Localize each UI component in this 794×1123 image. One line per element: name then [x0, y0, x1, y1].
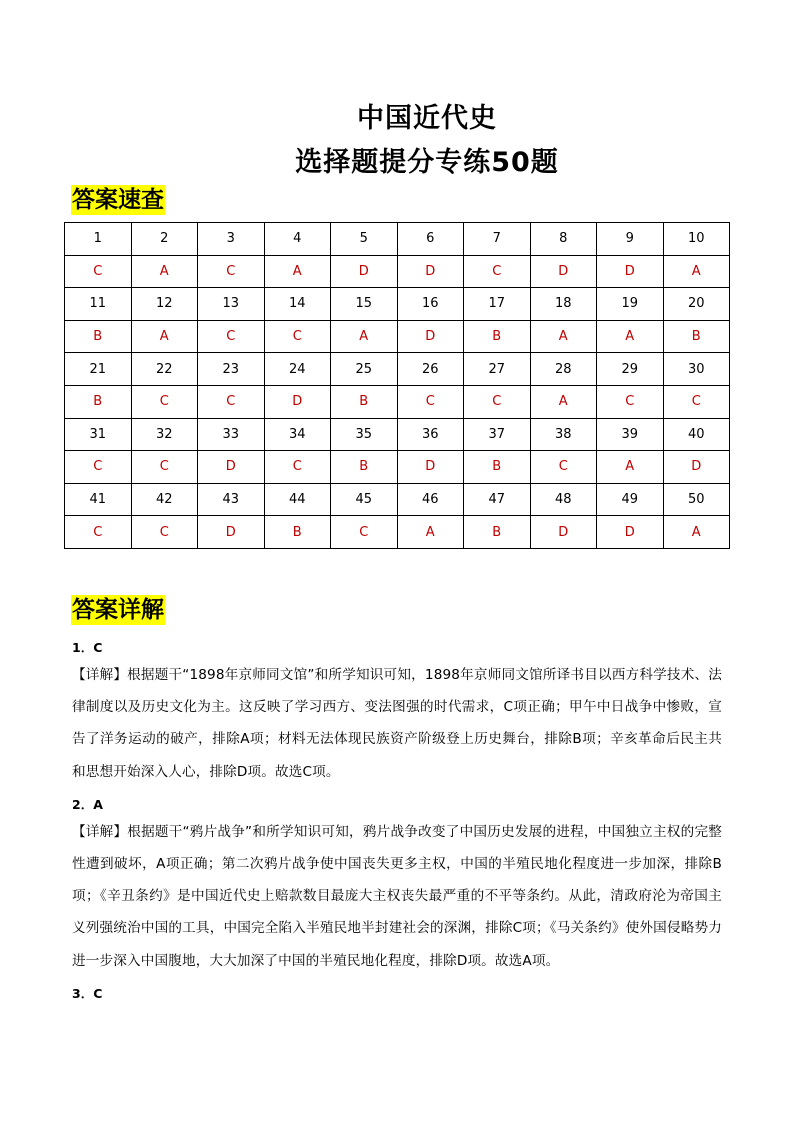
answer-cell: B: [464, 451, 531, 484]
answer-cell: C: [198, 385, 265, 418]
answer-cell: C: [131, 385, 198, 418]
question-number-cell: 46: [397, 483, 464, 516]
question-number-cell: 19: [597, 288, 664, 321]
answer-cell: C: [464, 255, 531, 288]
table-row-answers: [65, 320, 730, 353]
answer-cell: D: [264, 385, 331, 418]
answer-cell: C: [663, 385, 730, 418]
question-number: 2．A: [72, 796, 103, 812]
question-number-cell: 30: [663, 353, 730, 386]
answer-cell: D: [397, 320, 464, 353]
question-number-cell: 50: [663, 483, 730, 516]
question-number-cell: 24: [264, 353, 331, 386]
answer-cell: D: [198, 451, 265, 484]
question-number-cell: 23: [198, 353, 265, 386]
answer-cell: D: [198, 516, 265, 549]
question-number-cell: 39: [597, 418, 664, 451]
section-heading-answer-quick-check: 答案速查: [72, 187, 164, 213]
answer-cell: B: [663, 320, 730, 353]
question-number-cell: 9: [597, 223, 664, 256]
page-subtitle: 选择题提分专练50题: [295, 147, 559, 178]
question-number: 1．C: [72, 640, 103, 655]
question-number-cell: 4: [264, 223, 331, 256]
answer-cell: C: [65, 255, 132, 288]
answer-cell: C: [264, 451, 331, 484]
answer-cell: C: [530, 451, 597, 484]
table-row-answers: [65, 516, 730, 549]
table-row-question-numbers: [65, 223, 730, 256]
question-number-cell: 44: [264, 483, 331, 516]
table-row-answers: [65, 255, 730, 288]
answer-cell: C: [131, 516, 198, 549]
answer-cell: D: [530, 255, 597, 288]
answer-cell: C: [264, 320, 331, 353]
explanation-paragraph: 【详解】根据题干“1898年京师同文馆”和所学知识可知，1898年京师同文馆所译书目以西方科学技术、法律制度以及历史文化为主。这反映了学习西方、变法图强的时代需求，C项正确；甲午中日战争中惨败，宣告了洋务运动的破产，排除A项；材料无法体现民族资产阶级登上历史舞台，排除B项；辛亥革命后民主共和思想开始深入人心，排除D项。故选C项。: [72, 667, 722, 780]
question-number-cell: 49: [597, 483, 664, 516]
answer-cell: A: [264, 255, 331, 288]
answer-cell: A: [597, 451, 664, 484]
question-number-cell: 27: [464, 353, 531, 386]
question-number-cell: 15: [331, 288, 398, 321]
page-title: 中国近代史: [357, 103, 497, 134]
answer-cell: C: [198, 255, 265, 288]
question-number-cell: 25: [331, 353, 398, 386]
question-number-cell: 26: [397, 353, 464, 386]
question-number: 3．C: [72, 985, 103, 1001]
question-number-cell: 37: [464, 418, 531, 451]
question-number-cell: 1: [65, 223, 132, 256]
answer-cell: B: [464, 320, 531, 353]
answer-cell: C: [198, 320, 265, 353]
table-row-answers: [65, 451, 730, 484]
answer-details: [72, 637, 722, 1005]
question-number-cell: 32: [131, 418, 198, 451]
section-heading-answer-details: 答案详解: [72, 597, 164, 623]
answer-cell: B: [331, 451, 398, 484]
answer-cell: C: [331, 516, 398, 549]
answer-cell: B: [65, 385, 132, 418]
answer-cell: D: [597, 516, 664, 549]
answer-cell: D: [663, 451, 730, 484]
table-row-question-numbers: [65, 288, 730, 321]
question-number-cell: 17: [464, 288, 531, 321]
answer-cell: A: [331, 320, 398, 353]
question-number-cell: 13: [198, 288, 265, 321]
answer-cell: D: [597, 255, 664, 288]
question-number-cell: 10: [663, 223, 730, 256]
question-number-cell: 8: [530, 223, 597, 256]
answer-cell: B: [464, 516, 531, 549]
question-number-cell: 29: [597, 353, 664, 386]
question-number-cell: 6: [397, 223, 464, 256]
answer-cell: A: [663, 516, 730, 549]
question-number-cell: 40: [663, 418, 730, 451]
question-number-cell: 3: [198, 223, 265, 256]
answer-cell: B: [264, 516, 331, 549]
question-number-cell: 14: [264, 288, 331, 321]
answer-cell: D: [397, 255, 464, 288]
question-number-cell: 43: [198, 483, 265, 516]
question-number-cell: 5: [331, 223, 398, 256]
question-number-cell: 20: [663, 288, 730, 321]
question-number-cell: 42: [131, 483, 198, 516]
question-number-cell: 48: [530, 483, 597, 516]
question-number-cell: 41: [65, 483, 132, 516]
question-number-cell: 33: [198, 418, 265, 451]
answer-cell: A: [530, 385, 597, 418]
question-number-cell: 16: [397, 288, 464, 321]
question-number-cell: 47: [464, 483, 531, 516]
answer-cell: C: [131, 451, 198, 484]
answer-cell: A: [131, 320, 198, 353]
answer-cell: B: [65, 320, 132, 353]
question-number-cell: 34: [264, 418, 331, 451]
answer-cell: B: [331, 385, 398, 418]
question-number-cell: 2: [131, 223, 198, 256]
answer-table: [64, 222, 730, 549]
table-row-question-numbers: [65, 418, 730, 451]
question-number-cell: 31: [65, 418, 132, 451]
explanation-paragraph: 【详解】根据题干“鸦片战争”和所学知识可知，鸦片战争改变了中国历史发展的进程，中国独立主权的完整性遭到破坏，A项正确；第二次鸦片战争使中国丧失更多主权，中国的半殖民地化程度进一步加深，排除B项；《辛丑条约》是中国近代史上赔款数目最庞大主权丧失最严重的不平等条约。从此，清政府沦为帝国主义列强统治中国的工具，中国完全陷入半殖民地半封建社会的深渊，排除C项；《马关条约》使外国侵略势力进一步深入中国腹地，大大加深了中国的半殖民地化程度，排除D项。故选A项。: [72, 823, 722, 969]
table-row-question-numbers: [65, 483, 730, 516]
question-number-cell: 35: [331, 418, 398, 451]
answer-cell: C: [65, 516, 132, 549]
answer-cell: A: [663, 255, 730, 288]
answer-cell: A: [597, 320, 664, 353]
question-number-cell: 7: [464, 223, 531, 256]
answer-cell: A: [397, 516, 464, 549]
answer-cell: C: [65, 451, 132, 484]
question-number-cell: 22: [131, 353, 198, 386]
question-number-cell: 21: [65, 353, 132, 386]
answer-cell: C: [397, 385, 464, 418]
answer-cell: D: [331, 255, 398, 288]
answer-cell: D: [397, 451, 464, 484]
question-number-cell: 11: [65, 288, 132, 321]
question-number-cell: 36: [397, 418, 464, 451]
table-row-question-numbers: [65, 353, 730, 386]
answer-cell: A: [131, 255, 198, 288]
question-number-cell: 45: [331, 483, 398, 516]
question-number-cell: 18: [530, 288, 597, 321]
answer-cell: A: [530, 320, 597, 353]
question-number-cell: 12: [131, 288, 198, 321]
question-number-cell: 28: [530, 353, 597, 386]
answer-cell: D: [530, 516, 597, 549]
answer-cell: C: [464, 385, 531, 418]
question-number-cell: 38: [530, 418, 597, 451]
answer-cell: C: [597, 385, 664, 418]
table-row-answers: [65, 385, 730, 418]
